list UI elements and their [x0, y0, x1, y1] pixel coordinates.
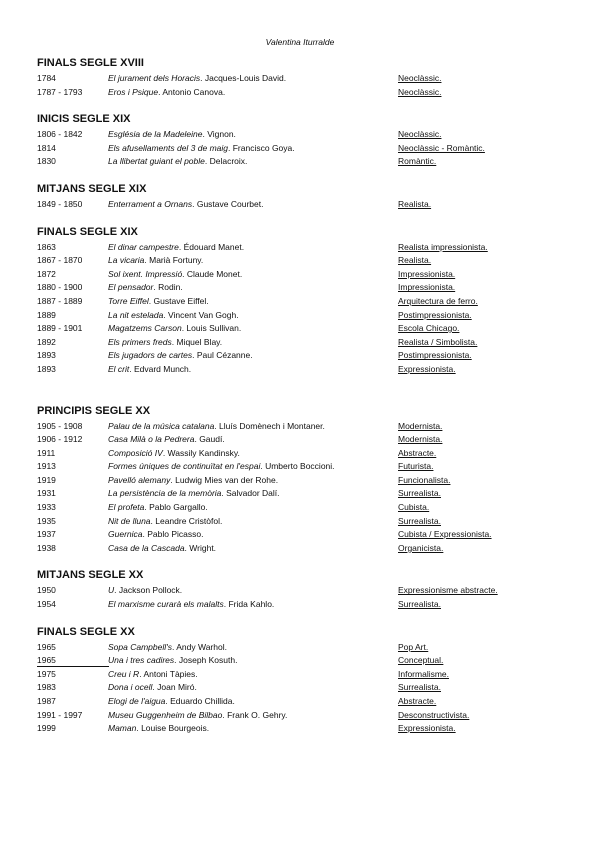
row-date: 1889: [37, 309, 56, 320]
artwork-style: Surrealista.: [398, 515, 441, 526]
artwork-title: Els afusellaments del 3 de maig: [108, 142, 229, 153]
artwork-artist: . Ludwig Mies van der Rohe.: [170, 474, 279, 485]
timeline-row: [37, 241, 577, 255]
artwork-title: El dinar campestre: [108, 241, 179, 252]
row-work: [108, 460, 335, 474]
timeline-row: [37, 268, 577, 282]
author-name: Valentina Iturralde: [265, 37, 335, 47]
row-work: [108, 349, 253, 363]
artwork-style: Neoclàssic.: [398, 73, 442, 83]
timeline-row: [37, 309, 577, 323]
artwork-artist: . Louise Bourgeois.: [136, 723, 210, 734]
timeline-row: [37, 681, 577, 695]
artwork-style: Postimpressionista.: [398, 350, 472, 361]
section: [37, 56, 577, 99]
artwork-title: Dona i ocell: [108, 682, 153, 693]
artwork-title: La persistència de la memòria: [108, 488, 222, 499]
row-work: [108, 322, 241, 336]
row-work: [108, 695, 235, 709]
row-date: 1983: [37, 682, 56, 693]
row-work: [108, 668, 198, 682]
timeline-row: [37, 515, 577, 529]
artwork-style: Expressionista.: [398, 363, 456, 374]
row-work: [108, 155, 247, 169]
row-date: 1863: [37, 241, 56, 252]
row-date: 1931: [37, 488, 56, 499]
row-date: 1872: [37, 268, 56, 279]
artwork-artist: . Joan Miró.: [152, 682, 197, 693]
timeline-row: [37, 336, 577, 350]
artwork-artist: . Antonio Canova.: [158, 86, 226, 97]
artwork-style: Expressionisme abstracte.: [398, 585, 498, 596]
row-work: [108, 433, 225, 447]
artwork-artist: . Leandre Cristòfol.: [150, 515, 223, 526]
artwork-style: Romàntic.: [398, 156, 437, 167]
row-date: 1919: [37, 474, 56, 485]
row-work: [108, 198, 263, 212]
timeline-row: [37, 654, 577, 668]
artwork-style: Pop Art.: [398, 641, 429, 652]
artwork-style: Informalisme.: [398, 668, 450, 679]
row-work: [108, 709, 287, 723]
artwork-artist: . Lluís Domènech i Montaner.: [214, 420, 325, 431]
row-date: 1911: [37, 447, 56, 458]
artwork-artist: . Wright.: [184, 542, 217, 553]
row-date: 1849 - 1850: [37, 198, 83, 209]
artwork-artist: . Antoni Tàpies.: [139, 668, 198, 679]
timeline-row: [37, 598, 577, 612]
row-date: 1880 - 1900: [37, 282, 83, 293]
row-date: 1893: [37, 363, 56, 374]
artwork-title: La nit estelada: [108, 309, 164, 320]
row-work: [108, 254, 203, 268]
section: [37, 225, 577, 377]
artwork-style: Surrealista.: [398, 599, 441, 610]
artwork-artist: . Umberto Boccioni.: [260, 461, 335, 472]
artwork-title: La vicaria: [108, 255, 145, 266]
artwork-title: Sol ixent. Impressió: [108, 268, 183, 279]
row-work: [108, 72, 286, 86]
timeline-row: [37, 433, 577, 447]
section-title: FINALS SEGLE XX: [37, 625, 135, 638]
artwork-style: Modernista.: [398, 434, 443, 445]
artwork-artist: . Salvador Dalí.: [221, 488, 280, 499]
timeline-row: [37, 363, 577, 377]
artwork-title: El crit: [108, 363, 130, 374]
timeline-row: [37, 709, 577, 723]
row-work: [108, 281, 183, 295]
artwork-title: Una i tres cadires: [108, 655, 175, 666]
artwork-style: Desconstructivista.: [398, 709, 470, 720]
timeline-row: [37, 474, 577, 488]
row-date: 1784: [37, 73, 56, 83]
timeline-row: [37, 528, 577, 542]
row-work: [108, 515, 222, 529]
artwork-artist: . Miquel Blay.: [171, 336, 223, 347]
artwork-artist: . Claude Monet.: [182, 268, 243, 279]
artwork-style: Expressionista.: [398, 723, 456, 734]
artwork-artist: . Marià Fortuny.: [144, 255, 204, 266]
row-work: [108, 142, 295, 156]
artwork-title: Torre Eiffel: [108, 295, 149, 306]
timeline-row: [37, 695, 577, 709]
timeline-row: [37, 322, 577, 336]
row-date: 1999: [37, 723, 56, 734]
artwork-style: Postimpressionista.: [398, 309, 472, 320]
artwork-title: Els primers freds: [108, 336, 172, 347]
artwork-artist: . Gustave Eiffel.: [148, 295, 209, 306]
timeline-list: [37, 56, 577, 749]
row-date: 1905 - 1908: [37, 420, 83, 431]
artwork-style: Impressionista.: [398, 282, 456, 293]
artwork-title: Elogi de l'aigua: [108, 696, 166, 706]
timeline-row: [37, 128, 577, 142]
timeline-row: [37, 722, 577, 736]
row-work: [108, 598, 274, 612]
artwork-artist: . Édouard Manet.: [178, 241, 245, 252]
timeline-row: [37, 668, 577, 682]
artwork-title: Guernica: [108, 529, 143, 540]
row-work: [108, 722, 209, 736]
timeline-row: [37, 460, 577, 474]
row-work: [108, 584, 182, 598]
row-date: 1887 - 1889: [37, 295, 83, 306]
row-date: 1933: [37, 502, 56, 513]
section: [37, 182, 577, 212]
artwork-style: Organicista.: [398, 542, 444, 553]
artwork-style: Neoclàssic - Romàntic.: [398, 142, 485, 153]
section-title: PRINCIPIS SEGLE XX: [37, 404, 151, 417]
row-work: [108, 474, 278, 488]
artwork-style: Cubista / Expressionista.: [398, 529, 492, 540]
artwork-artist: . Pablo Gargallo.: [144, 502, 208, 513]
artwork-title: Museu Guggenheim de Bilbao: [108, 709, 223, 720]
artwork-artist: . Francisco Goya.: [228, 142, 295, 153]
artwork-artist: . Vincent Van Gogh.: [163, 309, 239, 320]
row-date: 1867 - 1870: [37, 255, 83, 266]
row-work: [108, 487, 280, 501]
row-work: [108, 641, 227, 655]
artwork-title: Maman: [108, 723, 137, 734]
row-date: 1787 - 1793: [37, 86, 83, 97]
row-date: 1892: [37, 336, 56, 347]
timeline-row: [37, 420, 577, 434]
timeline-row: [37, 198, 577, 212]
artwork-artist: . Jacques-Louis David.: [200, 73, 287, 83]
artwork-artist: . Gaudí.: [194, 434, 225, 445]
timeline-row: [37, 641, 577, 655]
artwork-artist: . Frida Kahlo.: [223, 599, 275, 610]
timeline-row: [37, 584, 577, 598]
artwork-title: Composició IV: [108, 447, 163, 458]
timeline-row: [37, 542, 577, 556]
row-date: 1938: [37, 542, 56, 553]
row-date: 1937: [37, 529, 56, 540]
timeline-row: [37, 447, 577, 461]
artwork-style: Funcionalista.: [398, 474, 451, 485]
artwork-style: Abstracte.: [398, 447, 437, 458]
artwork-artist: . Pablo Picasso.: [142, 529, 204, 540]
row-work: [108, 447, 240, 461]
artwork-title: El marxisme curarà els malalts: [108, 599, 224, 610]
row-work: [108, 268, 242, 282]
artwork-artist: . Wassily Kandinsky.: [162, 447, 240, 458]
artwork-title: El pensador: [108, 282, 154, 293]
artwork-style: Neoclàssic.: [398, 86, 442, 97]
artwork-title: Pavelló alemany: [108, 474, 171, 485]
artwork-artist: . Joseph Kosuth.: [174, 655, 238, 666]
artwork-title: Creu i R: [108, 668, 140, 679]
timeline-row: [37, 295, 577, 309]
row-work: [108, 336, 222, 350]
timeline-row: [37, 142, 577, 156]
section-title: INICIS SEGLE XIX: [37, 113, 131, 126]
artwork-title: Enterrament a Ornans: [108, 198, 193, 209]
section: [37, 625, 577, 736]
artwork-artist: . Jackson Pollock.: [114, 585, 183, 596]
row-work: [108, 309, 239, 323]
artwork-title: Els jugadors de cartes: [108, 350, 193, 361]
artwork-title: La llibertat guiant el poble: [108, 156, 205, 167]
artwork-title: Casa Milà o la Pedrera: [108, 434, 195, 445]
artwork-title: Eros i Psique: [108, 86, 159, 97]
row-date: 1987: [37, 696, 56, 706]
row-date: 1975: [37, 668, 56, 679]
artwork-style: Cubista.: [398, 502, 430, 513]
artwork-title: U: [108, 585, 115, 596]
artwork-artist: . Frank O. Gehry.: [222, 709, 288, 720]
row-date: 1954: [37, 599, 56, 610]
section-title: MITJANS SEGLE XIX: [37, 182, 147, 195]
row-work: [108, 501, 208, 515]
row-work: [108, 681, 197, 695]
artwork-style: Modernista.: [398, 420, 443, 431]
artwork-style: Realista / Simbolista.: [398, 336, 478, 347]
section: [37, 568, 577, 611]
row-date: 1814: [37, 142, 56, 153]
row-date: 1935: [37, 515, 56, 526]
artwork-style: Neoclàssic.: [398, 129, 442, 140]
artwork-title: Casa de la Cascada: [108, 542, 185, 553]
row-date: 1913: [37, 461, 56, 472]
timeline-row: [37, 487, 577, 501]
artwork-title: El jurament dels Horacis: [108, 73, 201, 83]
artwork-style: Impressionista.: [398, 268, 456, 279]
artwork-artist: . Rodin.: [153, 282, 183, 293]
artwork-artist: . Louis Sullivan.: [181, 323, 242, 334]
artwork-style: Escola Chicago.: [398, 323, 460, 334]
artwork-title: Sopa Campbell's: [108, 641, 172, 652]
row-date: 1806 - 1842: [37, 129, 83, 140]
section-title: FINALS SEGLE XIX: [37, 225, 138, 238]
row-date: 1830: [37, 156, 56, 167]
artwork-style: Abstracte.: [398, 696, 437, 706]
timeline-row: [37, 281, 577, 295]
row-work: [108, 86, 225, 100]
section-title: MITJANS SEGLE XX: [37, 569, 144, 582]
row-date: 1991 - 1997: [37, 709, 83, 720]
timeline-row: [37, 72, 577, 86]
row-work: [108, 295, 209, 309]
artwork-title: Palau de la música catalana: [108, 420, 215, 431]
row-date: 1965: [37, 654, 109, 667]
artwork-title: Formes úniques de continuïtat en l'espai: [108, 461, 261, 472]
artwork-title: Magatzems Carson: [108, 323, 182, 334]
artwork-artist: . Vignon.: [202, 129, 236, 140]
artwork-artist: . Delacroix.: [204, 156, 248, 167]
row-date: 1893: [37, 350, 56, 361]
row-work: [108, 654, 237, 668]
artwork-style: Realista.: [398, 198, 432, 209]
artwork-artist: . Eduardo Chillida.: [165, 696, 235, 706]
row-work: [108, 542, 216, 556]
timeline-row: [37, 501, 577, 515]
section: [37, 404, 577, 556]
row-date: 1950: [37, 585, 56, 596]
timeline-row: [37, 155, 577, 169]
row-work: [108, 420, 325, 434]
row-work: [108, 241, 244, 255]
artwork-title: Nit de lluna: [108, 515, 151, 526]
timeline-row: [37, 254, 577, 268]
row-date: 1889 - 1901: [37, 323, 83, 334]
timeline-row: [37, 86, 577, 100]
artwork-style: Arquitectura de ferro.: [398, 295, 478, 306]
row-date: 1906 - 1912: [37, 434, 83, 445]
artwork-style: Realista.: [398, 255, 432, 266]
artwork-artist: . Gustave Courbet.: [192, 198, 264, 209]
timeline-row: [37, 349, 577, 363]
row-work: [108, 528, 203, 542]
artwork-style: Realista impressionista.: [398, 241, 488, 252]
artwork-artist: . Andy Warhol.: [172, 641, 227, 652]
artwork-title: Església de la Madeleine: [108, 129, 203, 140]
artwork-title: El profeta: [108, 502, 145, 513]
row-date: 1965: [37, 641, 56, 652]
artwork-artist: . Edvard Munch.: [129, 363, 192, 374]
artwork-style: Futurista.: [398, 461, 434, 472]
row-work: [108, 363, 191, 377]
row-work: [108, 128, 236, 142]
artwork-style: Conceptual.: [398, 655, 444, 666]
artwork-style: Surrealista.: [398, 488, 441, 499]
artwork-artist: . Paul Cézanne.: [192, 350, 253, 361]
artwork-style: Surrealista.: [398, 682, 441, 693]
section: [37, 112, 577, 169]
section-title: FINALS SEGLE XVIII: [37, 57, 144, 69]
